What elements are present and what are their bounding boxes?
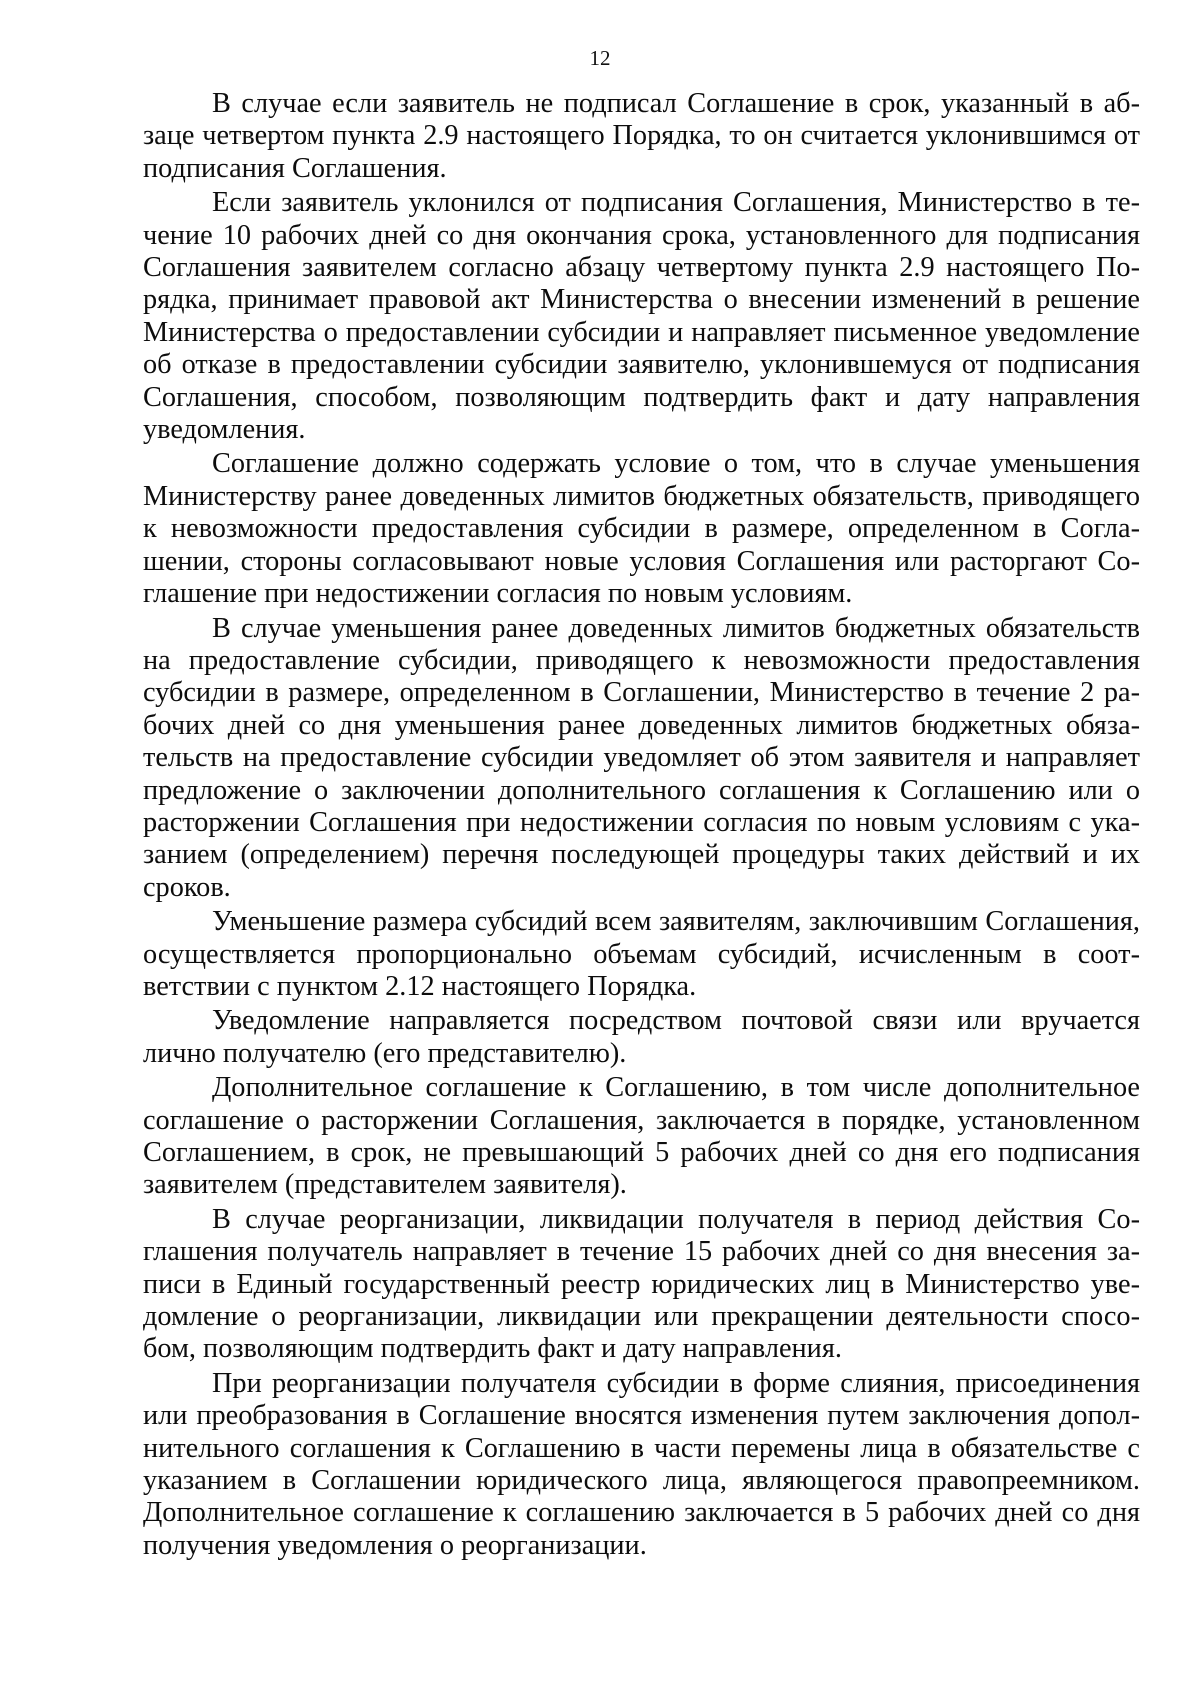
paragraph-subsidy-reduction: Уменьшение размера субсидий всем заявителям, заключившим Соглашения, осуществляется пропорционально объемам субсидий, исчисленным в соответствии с пунктом 2.12 настоящего Порядка. <box>143 906 1140 1002</box>
page-number: 12 <box>589 46 611 70</box>
paragraph-evasion-consequences: Если заявитель уклонился от подписания Соглашения, Министерство в течение 10 рабочих дней со дня окончания срока, установленного для подписания Соглашения заявителем согласно абзацу четвертому пункта 2.9 настоящего Порядка, принимает правовой акт Министерства о внесении изменений в решение Министерства о предоставлении субсидии и направляет письменное уведомление об отказе в предоставлении субсидии заявителю, уклонившемуся от подписания Соглашения, способом, позволяющим подтвердить факт и дату направления уведомления. <box>143 187 1140 446</box>
paragraph-reorganization-changes: При реорганизации получателя субсидии в форме слияния, присоединения или преобразования в Соглашение вносятся изменения путем заключения дополнительного соглашения к Соглашению в части перемены лица в обязательстве с указанием в Соглашении юридического лица, являющегося правопреемником. Дополнительное соглашение к соглашению заключается в 5 рабочих дней со дня получения уведомления о реорганизации. <box>143 1367 1140 1561</box>
paragraph-additional-agreement: Дополнительное соглашение к Соглашению, в том числе дополнительное соглашение о расторжении Соглашения, заключается в порядке, установленном Соглашением, в срок, не превышающий 5 рабочих дней со дня его подписания заявителем (представителем заявителя). <box>143 1072 1140 1201</box>
paragraph-limit-reduction-condition: Соглашение должно содержать условие о том, что в случае уменьшения Министерству ранее доведенных лимитов бюджетных обязательств, приводящего к невозможности предоставления субсидии в размере, определенном в Соглашении, стороны согласовывают новые условия Соглашения или расторгают Соглашение при недостижении согласия по новым условиям. <box>143 448 1140 610</box>
paragraph-notification-delivery: Уведомление направляется посредством почтовой связи или вручается лично получателю (его представителю). <box>143 1005 1140 1069</box>
paragraph-unsigned-agreement: В случае если заявитель не подписал Соглашение в срок, указанный в абзаце четвертом пункта 2.9 настоящего Порядка, то он считается уклонившимся от подписания Соглашения. <box>143 88 1140 184</box>
document-body <box>143 88 1140 1564</box>
paragraph-limit-reduction-procedure: В случае уменьшения ранее доведенных лимитов бюджетных обязательств на предоставление субсидии, приводящего к невозможности предоставления субсидии в размере, определенном в Соглашении, Министерство в течение 2 рабочих дней со дня уменьшения ранее доведенных лимитов бюджетных обязательств на предоставление субсидии уведомляет об этом заявителя и направляет предложение о заключении дополнительного соглашения к Соглашению или о расторжении Соглашения при недостижении согласия по новым условиям с указанием (определением) перечня последующей процедуры таких действий и их сроков. <box>143 612 1140 903</box>
paragraph-reorganization-notice: В случае реорганизации, ликвидации получателя в период действия Соглашения получатель направляет в течение 15 рабочих дней со дня внесения записи в Единый государственный реестр юридических лиц в Министерство уведомление о реорганизации, ликвидации или прекращении деятельности способом, позволяющим подтвердить факт и дату направления. <box>143 1203 1140 1365</box>
